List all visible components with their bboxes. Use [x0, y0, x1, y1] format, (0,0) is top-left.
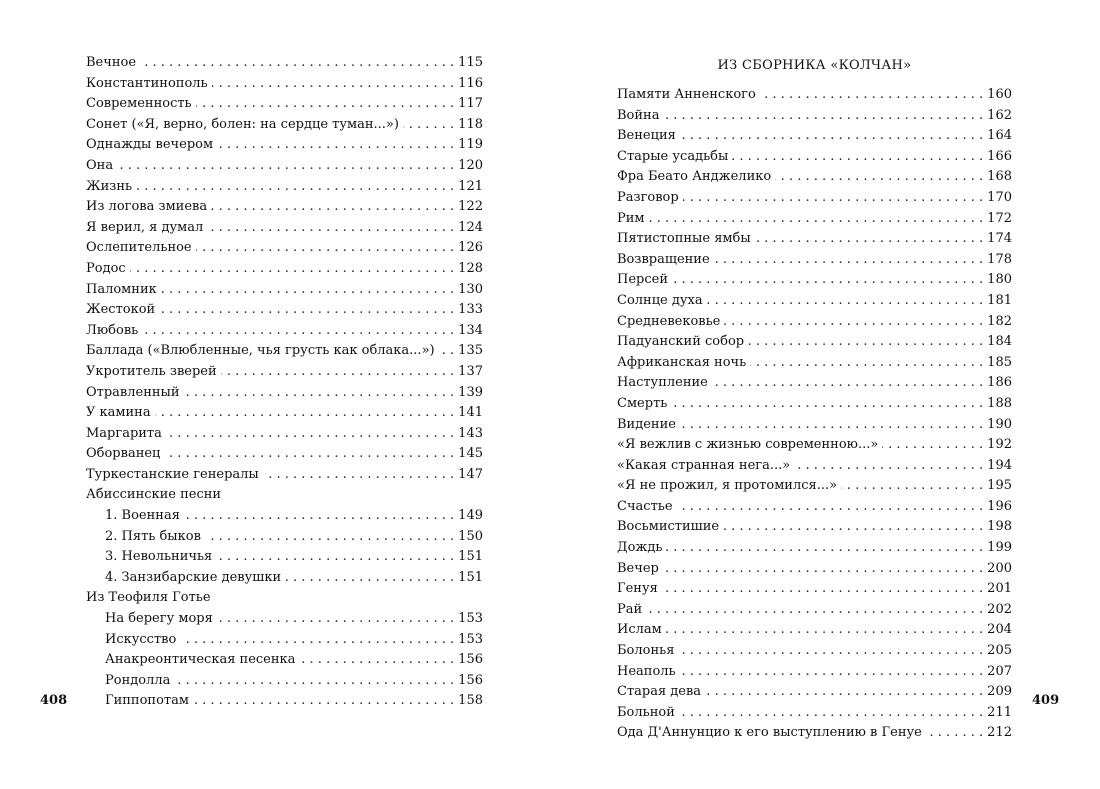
toc-entry	[617, 394, 1012, 415]
section-title: ИЗ СБОРНИКА «КОЛЧАН»	[717, 58, 912, 73]
dot-leader	[748, 332, 983, 353]
toc-entry-title: Старые усадьбы	[617, 148, 729, 164]
toc-entry-page: 205	[987, 643, 1012, 659]
toc-entry	[86, 341, 483, 362]
toc-entry-page: 126	[458, 240, 483, 256]
toc-entry	[86, 362, 483, 383]
dot-leader	[926, 723, 983, 744]
right-page-number: 409	[1032, 693, 1060, 708]
toc-entry	[86, 259, 483, 280]
toc-entry-page: 172	[987, 210, 1012, 226]
right-page	[550, 0, 1100, 789]
toc-entry-page: 120	[458, 157, 483, 173]
toc-entry	[617, 723, 1012, 744]
toc-entry-title: Старая дева	[617, 684, 702, 700]
toc-entry-page: 128	[458, 260, 483, 276]
toc-entry-page: 162	[987, 107, 1012, 123]
dot-leader	[679, 703, 983, 724]
toc-entry-page: 124	[458, 219, 483, 235]
toc-entry	[617, 559, 1012, 580]
toc-entry-title: Неаполь	[617, 663, 676, 679]
toc-entry-page: 147	[458, 466, 483, 482]
dot-leader	[680, 662, 984, 683]
toc-entry-title: Вечер	[617, 560, 659, 576]
dot-leader	[683, 188, 983, 209]
toc-entry-title: Гиппопотам	[105, 693, 189, 709]
toc-entry-title: 2. Пять быков	[105, 528, 201, 544]
toc-entry	[617, 435, 1012, 456]
dot-leader	[140, 53, 454, 74]
toc-entry-page: 190	[987, 416, 1012, 432]
dot-leader	[666, 620, 983, 641]
toc-entry	[617, 332, 1012, 353]
toc-entry	[86, 53, 483, 74]
toc-entry	[86, 424, 483, 445]
dot-leader	[180, 630, 454, 651]
toc-entry-title: Жестокой	[86, 302, 156, 318]
toc-entry-title: Разговор	[617, 189, 679, 205]
dot-leader	[678, 641, 983, 662]
toc-entry	[617, 703, 1012, 724]
dot-leader	[174, 671, 454, 692]
dot-leader	[663, 106, 983, 127]
dot-leader	[403, 115, 454, 136]
toc-entry	[86, 444, 483, 465]
dot-leader	[216, 547, 454, 568]
toc-entry-page: 196	[987, 498, 1012, 514]
toc-entry-title: Маргарита	[86, 425, 162, 441]
dot-leader	[217, 135, 454, 156]
dot-leader	[760, 85, 983, 106]
toc-entry-title: Отравленный	[86, 384, 180, 400]
toc-entry-title: Искусство	[105, 631, 177, 647]
toc-entry-page: 199	[987, 540, 1012, 556]
toc-entry	[86, 630, 483, 651]
toc-entry-page: 212	[987, 725, 1012, 741]
toc-entry	[617, 229, 1012, 250]
toc-entry-page: 186	[987, 375, 1012, 391]
left-table-of-contents	[86, 53, 483, 712]
toc-entry-page: 151	[458, 549, 483, 565]
dot-leader	[882, 435, 983, 456]
toc-entry-title: 1. Военная	[105, 508, 180, 524]
toc-entry-page: 211	[987, 704, 1012, 720]
toc-entry-page: 202	[987, 601, 1012, 617]
toc-entry	[86, 671, 483, 692]
toc-entry-page: 150	[458, 528, 483, 544]
toc-entry-page: 116	[458, 75, 483, 91]
toc-entry-page: 198	[987, 519, 1012, 535]
toc-entry-title: Вечное	[86, 55, 137, 70]
toc-entry-title: «Какая странная нега...»	[617, 457, 791, 473]
dot-leader	[755, 229, 983, 250]
toc-entry	[86, 321, 483, 342]
toc-entry-title: Оборванец	[86, 446, 161, 462]
toc-entry	[86, 156, 483, 177]
toc-entry-page: 122	[458, 199, 483, 215]
toc-entry	[86, 74, 483, 95]
toc-entry-title: Анакреонтическая песенка	[105, 652, 296, 668]
toc-entry-title: Ислам	[617, 622, 662, 638]
toc-entry-page: 151	[458, 569, 483, 585]
dot-leader	[662, 579, 983, 600]
dot-leader	[285, 568, 454, 589]
toc-entry-page: 170	[987, 189, 1012, 205]
toc-entry-title: Наступление	[617, 375, 708, 391]
dot-leader	[166, 424, 454, 445]
toc-entry-page: 166	[987, 148, 1012, 164]
toc-entry-title: Фра Беато Анджелико	[617, 169, 772, 185]
dot-leader	[707, 291, 984, 312]
toc-entry-title: Абиссинские песни	[86, 487, 222, 503]
toc-entry	[617, 456, 1012, 477]
toc-entry-page: 153	[458, 631, 483, 647]
toc-entry-title: Она	[86, 157, 114, 173]
toc-entry-title: Дождь	[617, 540, 663, 556]
dot-leader	[193, 691, 454, 712]
toc-entry-title: Видение	[617, 416, 676, 432]
toc-entry-page: 133	[458, 302, 483, 318]
dot-leader	[164, 444, 454, 465]
toc-entry-title: Любовь	[86, 322, 139, 338]
toc-entry	[86, 94, 483, 115]
toc-entry-title: Восьмистишие	[617, 519, 720, 535]
toc-entry	[617, 85, 1012, 106]
right-table-of-contents	[617, 85, 1012, 744]
toc-entry-page: 130	[458, 281, 483, 297]
toc-entry-title: Из логова змиева	[86, 199, 208, 215]
toc-entry-title: Рондолла	[105, 672, 171, 688]
toc-entry-page: 185	[987, 354, 1012, 370]
toc-entry	[617, 682, 1012, 703]
toc-entry	[86, 506, 483, 527]
dot-leader	[439, 341, 455, 362]
dot-leader	[299, 650, 454, 671]
dot-leader	[723, 517, 983, 538]
toc-entry-page: 207	[987, 663, 1012, 679]
toc-entry	[617, 538, 1012, 559]
dot-leader	[184, 383, 455, 404]
dot-leader	[196, 238, 455, 259]
toc-entry	[86, 527, 483, 548]
toc-entry	[617, 497, 1012, 518]
toc-entry	[86, 300, 483, 321]
toc-entry-page: 135	[458, 343, 483, 359]
toc-entry-page: 143	[458, 425, 483, 441]
toc-entry	[617, 662, 1012, 683]
dot-leader	[714, 250, 984, 271]
dot-leader	[649, 209, 984, 230]
toc-entry-title: Африканская ночь	[617, 354, 747, 370]
left-page-number: 408	[40, 693, 68, 708]
dot-leader	[130, 259, 454, 280]
toc-entry	[86, 609, 483, 630]
toc-entry-page: 204	[987, 622, 1012, 638]
dot-leader	[136, 177, 454, 198]
toc-entry-page: 174	[987, 231, 1012, 247]
toc-entry-title: Я верил, я думал	[86, 219, 204, 235]
toc-entry-page: 139	[458, 384, 483, 400]
toc-entry	[86, 650, 483, 671]
toc-entry-page: 180	[987, 272, 1012, 288]
toc-entry-title: Больной	[617, 704, 675, 720]
dot-leader	[159, 300, 454, 321]
toc-entry	[617, 167, 1012, 188]
toc-entry-page: 145	[458, 446, 483, 462]
toc-entry-page: 149	[458, 508, 483, 524]
toc-entry-title: У камина	[86, 405, 151, 421]
toc-entry-page: 201	[987, 581, 1012, 597]
toc-entry-title: Однажды вечером	[86, 137, 214, 153]
toc-entry-title: «Я вежлив с жизнью современною...»	[617, 437, 879, 453]
dot-leader	[750, 353, 983, 374]
dot-leader	[117, 156, 454, 177]
toc-entry-title: Персей	[617, 272, 668, 288]
toc-entry	[617, 188, 1012, 209]
toc-entry-title: Современность	[86, 96, 192, 112]
toc-entry-title: Родос	[86, 260, 126, 276]
toc-entry-title: Памяти Анненского	[617, 87, 756, 102]
toc-entry-page: 194	[987, 457, 1012, 473]
toc-entry-title: Паломник	[86, 281, 157, 297]
dot-leader	[155, 403, 455, 424]
toc-entry	[617, 291, 1012, 312]
toc-entry-page: 181	[987, 292, 1012, 308]
toc-entry-title: Возвращение	[617, 251, 710, 267]
toc-entry	[617, 353, 1012, 374]
toc-entry	[86, 115, 483, 136]
dot-leader	[142, 321, 454, 342]
toc-entry-title: 4. Занзибарские девушки	[105, 569, 282, 585]
toc-entry-page: 160	[987, 87, 1012, 102]
toc-entry	[617, 641, 1012, 662]
dot-leader	[712, 373, 983, 394]
toc-entry-title: Венеция	[617, 128, 676, 144]
toc-entry	[617, 373, 1012, 394]
dot-leader	[212, 74, 455, 95]
toc-entry-page: 168	[987, 169, 1012, 185]
toc-entry-page: 164	[987, 128, 1012, 144]
toc-section-heading	[86, 588, 483, 609]
toc-entry	[86, 403, 483, 424]
toc-entry	[86, 465, 483, 486]
toc-entry-page: 158	[458, 693, 483, 709]
toc-entry-title: Война	[617, 107, 660, 123]
dot-leader	[724, 312, 983, 333]
toc-entry-title: Рим	[617, 210, 645, 226]
toc-entry-page: 184	[987, 334, 1012, 350]
toc-entry	[617, 415, 1012, 436]
toc-section-heading	[86, 485, 483, 506]
dot-leader	[775, 167, 983, 188]
toc-entry	[617, 600, 1012, 621]
dot-leader	[184, 506, 454, 527]
toc-entry-page: 134	[458, 322, 483, 338]
toc-entry-page: 119	[458, 137, 483, 153]
toc-entry-title: Жизнь	[86, 178, 133, 194]
toc-entry	[86, 547, 483, 568]
toc-entry	[617, 476, 1012, 497]
dot-leader	[672, 270, 983, 291]
dot-leader	[732, 147, 983, 168]
toc-entry-title: На берегу моря	[105, 611, 213, 627]
toc-entry-title: Баллада («Влюбленные, чья грусть как облака...»)	[86, 343, 435, 359]
toc-entry-page: 153	[458, 611, 483, 627]
toc-entry-page: 115	[458, 55, 483, 70]
toc-entry	[86, 218, 483, 239]
toc-entry	[86, 568, 483, 589]
toc-entry	[86, 383, 483, 404]
dot-leader	[794, 456, 983, 477]
toc-entry-title: Ода Д'Аннунцио к его выступлению в Генуе	[617, 725, 922, 741]
toc-entry-title: Счастье	[617, 498, 673, 514]
toc-entry	[617, 620, 1012, 641]
dot-leader	[680, 126, 983, 147]
toc-entry	[617, 312, 1012, 333]
toc-entry-page: 178	[987, 251, 1012, 267]
toc-entry	[617, 250, 1012, 271]
dot-leader	[263, 465, 454, 486]
dot-leader	[211, 197, 454, 218]
toc-entry-page: 188	[987, 395, 1012, 411]
dot-leader	[217, 609, 454, 630]
toc-entry	[86, 197, 483, 218]
toc-entry-title: Константинополь	[86, 75, 208, 91]
toc-entry	[86, 280, 483, 301]
toc-entry	[86, 177, 483, 198]
dot-leader	[205, 527, 454, 548]
toc-entry-page: 141	[458, 405, 483, 421]
toc-entry-title: Сонет («Я, верно, болен: на сердце туман...»)	[86, 116, 399, 132]
toc-entry-page: 118	[458, 116, 483, 132]
toc-entry	[617, 270, 1012, 291]
toc-entry-page: 200	[987, 560, 1012, 576]
toc-entry-page: 156	[458, 652, 483, 668]
toc-entry-page: 117	[458, 96, 483, 112]
toc-entry	[617, 579, 1012, 600]
toc-entry	[86, 691, 483, 712]
toc-entry-title: Падуанский собор	[617, 334, 745, 350]
toc-entry-title: Ослепительное	[86, 240, 192, 256]
toc-entry-page: 156	[458, 672, 483, 688]
toc-entry-title: «Я не прожил, я протомился...»	[617, 478, 838, 494]
toc-entry-title: Средневековье	[617, 313, 721, 329]
toc-entry-page: 121	[458, 178, 483, 194]
dot-leader	[663, 559, 983, 580]
toc-entry	[617, 147, 1012, 168]
toc-entry-title: Рай	[617, 601, 643, 617]
toc-entry	[86, 238, 483, 259]
toc-entry-title: 3. Невольничья	[105, 549, 213, 565]
dot-leader	[705, 682, 983, 703]
toc-entry	[617, 209, 1012, 230]
dot-leader	[671, 394, 983, 415]
toc-entry-page: 182	[987, 313, 1012, 329]
toc-entry-title: Болонья	[617, 643, 675, 659]
toc-entry	[617, 106, 1012, 127]
toc-entry-title: Смерть	[617, 395, 668, 411]
dot-leader	[161, 280, 454, 301]
dot-leader	[841, 476, 983, 497]
toc-entry-title: Укротитель зверей	[86, 363, 217, 379]
toc-entry	[86, 135, 483, 156]
toc-entry-title: Пятистопные ямбы	[617, 231, 751, 247]
dot-leader	[677, 497, 984, 518]
dot-leader	[221, 362, 455, 383]
dot-leader	[666, 538, 983, 559]
toc-entry-title: Генуя	[617, 581, 658, 597]
toc-entry-title: Из Теофиля Готье	[86, 590, 211, 606]
dot-leader	[207, 218, 454, 239]
toc-entry-page: 195	[987, 478, 1012, 494]
toc-entry	[617, 126, 1012, 147]
toc-entry	[617, 517, 1012, 538]
toc-entry-title: Солнце духа	[617, 292, 703, 308]
dot-leader	[646, 600, 983, 621]
toc-entry-page: 137	[458, 363, 483, 379]
dot-leader	[680, 415, 983, 436]
dot-leader	[196, 94, 455, 115]
toc-entry-title: Туркестанские генералы	[86, 466, 259, 482]
toc-entry-page: 192	[987, 437, 1012, 453]
toc-entry-page: 209	[987, 684, 1012, 700]
